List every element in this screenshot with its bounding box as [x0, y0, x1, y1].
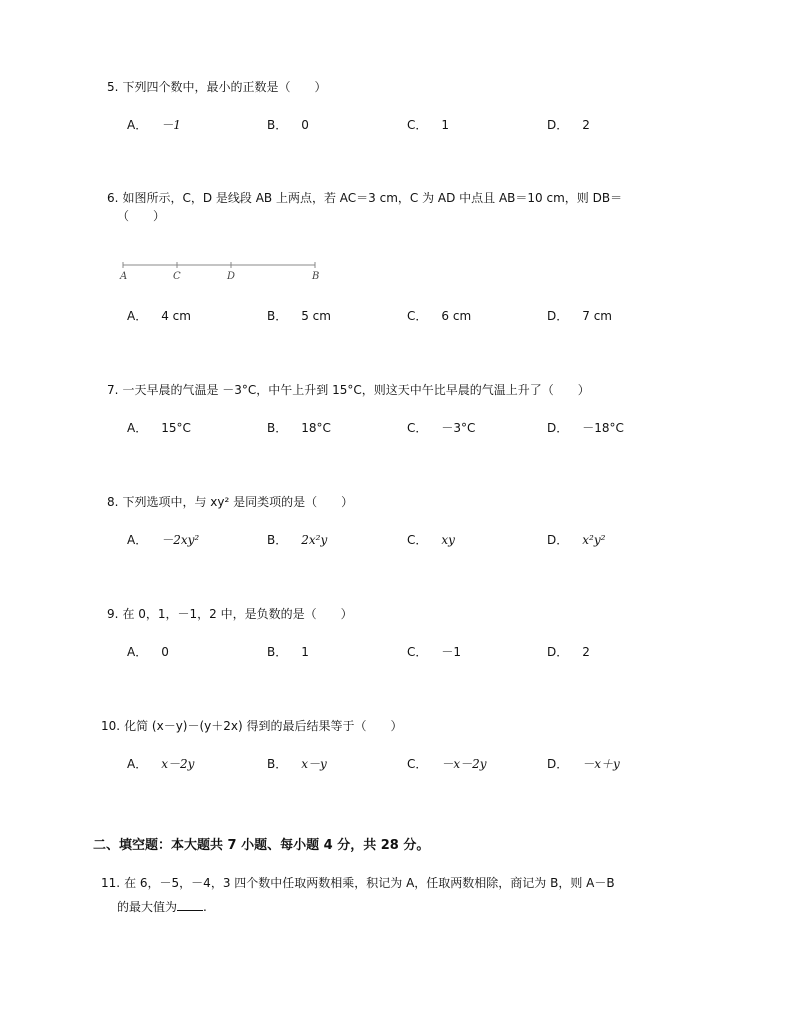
point-label-d: D [227, 271, 236, 282]
question-5 [107, 78, 707, 132]
option-b[interactable]: B． 18°C [267, 421, 331, 435]
option-b[interactable]: B． 1 [267, 645, 309, 659]
question-number: 10. [101, 719, 121, 733]
question-stem [107, 381, 707, 399]
option-c[interactable]: C． xy [407, 533, 455, 547]
question-10 [101, 717, 701, 771]
question-text: 在 6，－5，－4，3 四个数中任取两数相乘，积记为 A，任取两数相除，商记为 B，则 A－B [124, 876, 615, 890]
question-text: 在 0，1，－1，2 中，是负数的是（ ） [122, 607, 353, 621]
question-text: 下列选项中，与 xy² 是同类项的是（ ） [122, 495, 354, 509]
option-a[interactable]: A． 0 [127, 645, 169, 659]
question-number: 7. [107, 383, 119, 397]
question-number: 5. [107, 80, 119, 94]
question-text: 如图所示，C，D 是线段 AB 上两点，若 AC＝3 cm，C 为 AD 中点且 AB＝10 cm，则 DB＝ [122, 191, 623, 205]
question-number: 11. [101, 876, 121, 890]
line-segment-figure [117, 257, 327, 287]
question-number: 8. [107, 495, 119, 509]
question-stem [107, 78, 707, 96]
question-stem-continued: （ ） [117, 209, 166, 223]
question-stem-continued: 的最大值为 . [117, 900, 207, 914]
question-stem [107, 605, 707, 623]
question-number: 9. [107, 607, 119, 621]
question-6 [107, 189, 707, 323]
option-d[interactable]: D． x²y² [547, 533, 606, 547]
option-a[interactable]: A． x－2y [127, 757, 195, 771]
option-a[interactable]: A． －1 [127, 118, 181, 132]
option-a[interactable]: A． 15°C [127, 421, 191, 435]
option-b[interactable]: B． x－y [267, 757, 327, 771]
point-label-a: A [120, 271, 128, 282]
option-d[interactable]: D． －18°C [547, 421, 624, 435]
question-7 [107, 381, 707, 435]
option-d[interactable]: D． 2 [547, 118, 590, 132]
question-text: 一天早晨的气温是 －3°C，中午上升到 15°C，则这天中午比早晨的气温上升了（ ） [122, 383, 590, 397]
option-c[interactable]: C． －3°C [407, 421, 476, 435]
option-c[interactable]: C． 6 cm [407, 309, 472, 323]
option-b[interactable]: B． 0 [267, 118, 309, 132]
option-c[interactable]: C． 1 [407, 118, 450, 132]
option-b[interactable]: B． 2x²y [267, 533, 328, 547]
question-stem [107, 189, 707, 207]
point-label-c: C [173, 271, 181, 282]
question-stem [107, 493, 707, 511]
question-9 [107, 605, 707, 659]
point-label-b: B [312, 271, 320, 282]
question-11 [101, 874, 701, 916]
section-heading: 二、填空题：本大题共 7 小题、每小题 4 分，共 28 分。 [93, 838, 430, 853]
option-a[interactable]: A． 4 cm [127, 309, 191, 323]
answer-blank[interactable] [177, 898, 203, 911]
question-stem [101, 717, 701, 735]
question-text: 化简 (x－y)－(y＋2x) 得到的最后结果等于（ ） [124, 719, 403, 733]
option-b[interactable]: B． 5 cm [267, 309, 331, 323]
option-c[interactable]: C． －x－2y [407, 757, 487, 771]
option-d[interactable]: D． 2 [547, 645, 590, 659]
question-number: 6. [107, 191, 119, 205]
option-d[interactable]: D． －x＋y [547, 757, 620, 771]
question-text: 下列四个数中，最小的正数是（ ） [122, 80, 327, 94]
option-d[interactable]: D． 7 cm [547, 309, 612, 323]
option-a[interactable]: A． －2xy² [127, 533, 200, 547]
question-8 [107, 493, 707, 547]
option-c[interactable]: C． －1 [407, 645, 462, 659]
question-stem [101, 874, 701, 892]
